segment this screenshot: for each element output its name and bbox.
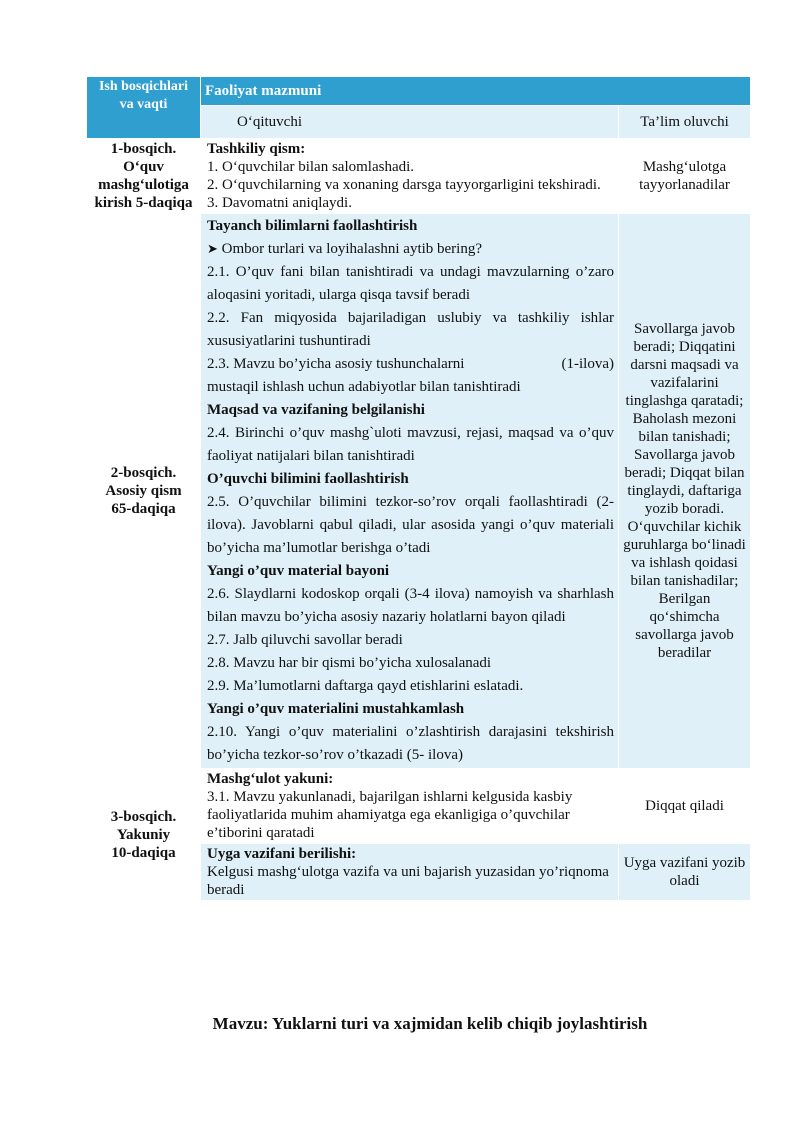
stage3-label-b: Yakuniy — [116, 826, 171, 843]
stage2-p26: 2.6. Slaydlarni kodoskop orqali (3-4 ilova) namoyish va sharhlash bilan mavzu bo’yicha asosiy nazariy holatlarni bayon qiladi — [207, 586, 614, 625]
stage2-p29: 2.9. Ma’lumotlarni daftarga qayd etishlarini eslatadi. — [207, 678, 524, 694]
stage2-row — [87, 214, 751, 769]
stage2-p23-line — [207, 353, 614, 376]
stage2-teacher-cell — [201, 214, 619, 769]
stage3-student-cell-2: Uyga vazifani yozib oladi — [619, 844, 751, 901]
content-column-header: Faoliyat mazmuni — [201, 77, 751, 106]
stage1-line-2: 2. O‘quvchilarning va xonaning darsga tayyorgarligini tekshiradi. — [207, 177, 601, 193]
stage1-student-cell: Mashg‘ulotga tayyorlanadilar — [619, 139, 751, 214]
stage2-heading-3: O’quvchi bilimini faollashtirish — [207, 471, 409, 487]
stage2-p27: 2.7. Jalb qiluvchi savollar beradi — [207, 632, 403, 648]
stage2-arrow-item — [207, 238, 614, 261]
stage2-label-c: 65-daqiqa — [111, 501, 176, 517]
stage2-p210: 2.10. Yangi o’quv materialini o’zlashtirish darajasini tekshirish bo’yicha tezkor-so’rov o’tkazadi (5- ilova) — [207, 724, 614, 763]
stage3-title-1: Mashg‘ulot yakuni: — [207, 771, 334, 787]
stage2-p21: 2.1. O’quv fani bilan tanishtiradi va undagi mavzularning o’zaro aloqasini yoritadi, ularga qisqa tavsif beradi — [207, 264, 614, 303]
stage2-label-b: Asosiy qism — [105, 483, 182, 499]
lesson-plan-table — [86, 76, 751, 901]
stage-column-header: Ish bosqichlari va vaqti — [87, 77, 201, 139]
stage2-p25: 2.5. O’quvchilar bilimini tezkor-so’rov orqali faollashtiradi (2- ilova). Javoblarni qabul qiladi, ular asosida yangi o’quv materiali bo’yicha ma’lumotlar berishga o’tadi — [207, 494, 614, 556]
stage3-teacher-cell-1 — [201, 769, 619, 844]
stage1-row — [87, 139, 751, 214]
stage1-label: 1-bosqich. O‘quv mashg‘ulotiga kirish 5-daqiqa — [87, 139, 201, 214]
stage2-p23a: 2.3. Mavzu bo’yicha asosiy tushunchalarni — [207, 356, 465, 372]
stage3-label — [87, 769, 201, 901]
stage1-line-1: 1. O‘quvchilar bilan salomlashadi. — [207, 159, 415, 175]
stage2-heading-4: Yangi o’quv material bayoni — [207, 563, 390, 579]
stage2-p22: 2.2. Fan miqyosida bajariladigan uslubiy va tashkiliy ishlar xususiyatlarini tushuntiradi — [207, 310, 614, 349]
stage2-heading-1: Tayanch bilimlarni faollashtirish — [207, 218, 418, 234]
topic-caption: Mavzu: Yuklarni turi va xajmidan kelib chiqib joylashtirish — [212, 1014, 648, 1033]
stage2-p23c: mustaqil ishlash uchun adabiyotlar bilan tanishtiradi — [207, 379, 521, 395]
arrow-bullet-icon: ➤ — [207, 242, 218, 257]
stage3-student-cell-1: Diqqat qiladi — [619, 769, 751, 844]
stage2-student-cell: Savollarga javob beradi; Diqqatini darsni maqsadi va vazifalarini tinglashga qaratadi; Baholash mezoni bilan tanishadi; Savollarga javob beradi; Diqqat bilan tinglaydi, daftariga yozib boradi. O‘quvchilar kichik guruhlarga bo‘linadi va ishlash qoidasi bilan tanishadilar; Berilgan qo‘shimcha savollarga javob beradilar — [619, 214, 751, 769]
stage3-title-2: Uyga vazifani berilishi: — [207, 846, 357, 862]
stage1-line-3: 3. Davomatni aniqlaydi. — [207, 195, 352, 211]
stage3-teacher-cell-2 — [201, 844, 619, 901]
header-row — [87, 77, 751, 106]
stage1-title: Tashkiliy qism: — [207, 141, 306, 157]
stage2-p23b: (1-ilova) — [561, 356, 614, 372]
student-column-header: Ta’lim oluvchi — [619, 106, 751, 139]
stage3-label-a: 3-bosqich. — [110, 808, 177, 825]
stage2-label — [87, 214, 201, 769]
stage2-p24: 2.4. Birinchi o’quv mashg`uloti mavzusi, rejasi, maqsad va o’quv faoliyat natijalari bilan tanishtiradi — [207, 425, 614, 464]
stage2-heading-5: Yangi o’quv materialini mustahkamlash — [207, 701, 465, 717]
stage2-arrow-text: Ombor turlari va loyihalashni aytib bering? — [221, 241, 483, 257]
stage2-heading-2: Maqsad va vazifaning belgilanishi — [207, 402, 425, 418]
teacher-column-header: O‘qituvchi — [201, 106, 619, 139]
stage3-text-2: Kelgusi mashg‘ulotga vazifa va uni bajarish yuzasidan yo’riqnoma beradi — [207, 864, 609, 898]
stage3-row-a — [87, 769, 751, 844]
stage2-p28: 2.8. Mavzu har bir qismi bo’yicha xulosalanadi — [207, 655, 492, 671]
stage3-label-c: 10-daqiqa — [111, 844, 176, 861]
stage3-text-1: 3.1. Mavzu yakunlanadi, bajarilgan ishlarni kelgusida kasbiy faoliyatlarida muhim ahamiyatga ega ekanligiga o’quvchilar e’tiborini qaratadi — [207, 789, 573, 841]
stage1-teacher-cell — [201, 139, 619, 214]
stage2-label-a: 2-bosqich. — [110, 465, 177, 481]
